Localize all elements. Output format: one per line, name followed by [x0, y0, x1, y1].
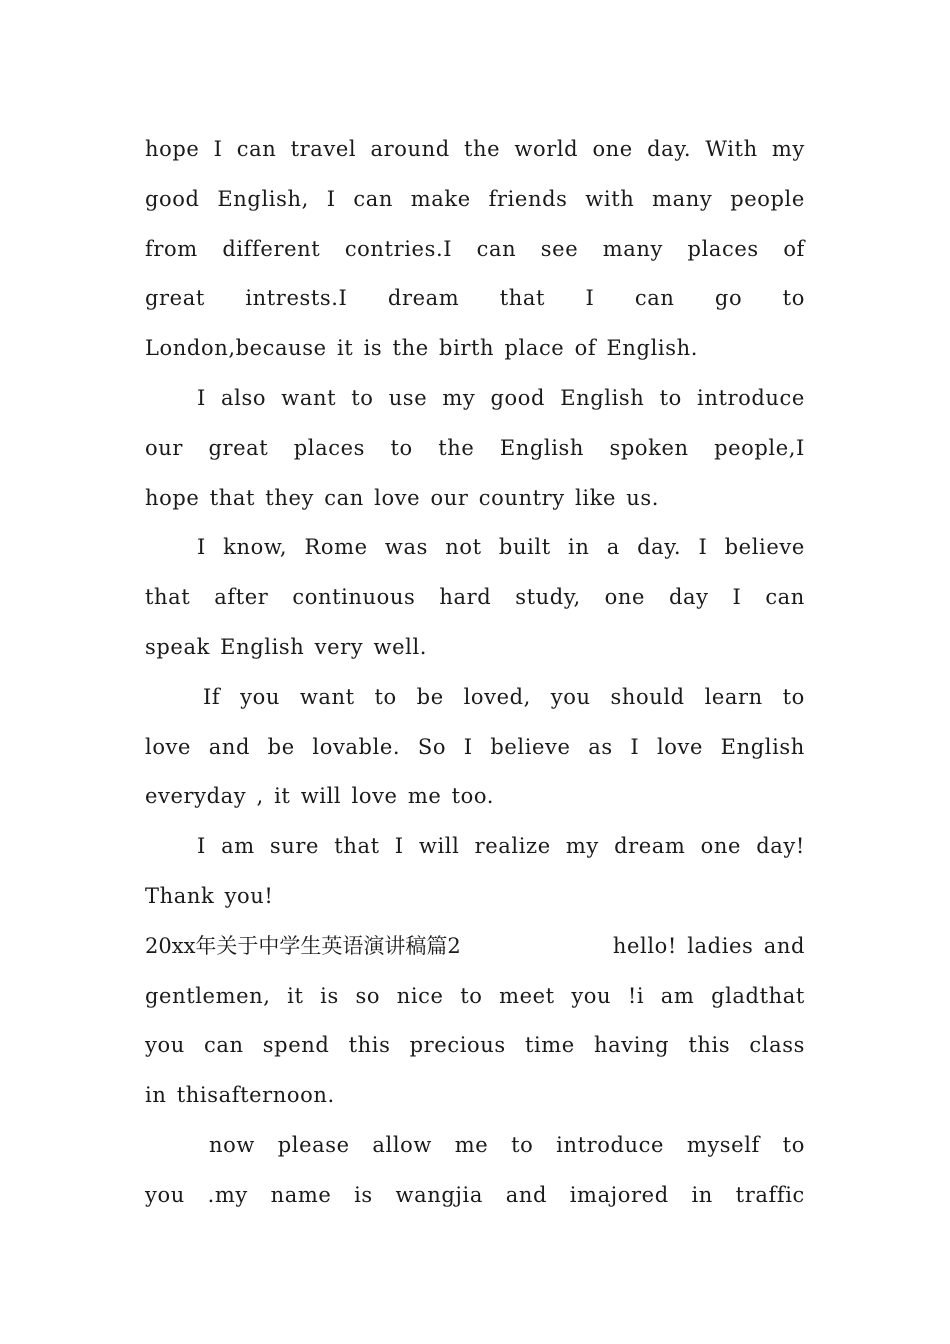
word: that [499, 286, 546, 311]
word: believe [490, 734, 571, 759]
word: name [270, 1182, 332, 1207]
word: contries.I [344, 236, 453, 261]
word: lovable. [312, 734, 401, 759]
word: class [749, 1033, 805, 1058]
word: If [203, 684, 221, 709]
text-line [145, 424, 805, 474]
word: different [222, 236, 321, 261]
text-line: London,because it is the birth place of English. [145, 336, 698, 361]
word: the [463, 137, 501, 161]
word: gladthat [711, 983, 805, 1008]
word: meet [499, 983, 555, 1008]
word: I [213, 137, 223, 161]
word: people [730, 186, 805, 211]
word: is [354, 1182, 373, 1207]
word: be [416, 684, 444, 709]
word: can [236, 137, 277, 161]
word: believe [724, 535, 805, 560]
text-line: Thank you! [145, 883, 274, 908]
word: I [698, 535, 708, 560]
word: that [334, 834, 380, 859]
word: dream [387, 286, 460, 311]
word: many [652, 186, 713, 211]
word: nice [396, 983, 444, 1008]
text-line [145, 723, 805, 773]
text-line [145, 175, 805, 225]
word: know, [223, 535, 288, 560]
word: can [765, 585, 805, 610]
word: I [197, 535, 206, 560]
word: see [540, 236, 579, 261]
word: hard [439, 585, 492, 610]
word: I [463, 734, 473, 759]
word: I [585, 286, 595, 311]
word: in [568, 535, 590, 560]
word: a [606, 535, 620, 560]
text-line [145, 673, 805, 723]
word: want [281, 385, 337, 410]
word: to [782, 286, 805, 311]
word: can [353, 186, 393, 211]
word: continuous [292, 585, 416, 610]
word: love [656, 734, 703, 759]
word: you [240, 684, 280, 709]
word: dream [614, 834, 686, 859]
word: day. [637, 535, 682, 560]
word: wangjia [395, 1182, 483, 1207]
word: .my [207, 1182, 248, 1207]
word: not [445, 535, 482, 560]
word: English [560, 385, 645, 410]
word: my [565, 834, 599, 859]
word: !i [627, 983, 645, 1008]
section-heading: 20xx年关于中学生英语演讲稿篇2 [145, 933, 461, 958]
word: loved, [463, 684, 531, 709]
word: traffic [735, 1182, 805, 1207]
word: love [145, 734, 192, 759]
word: to [511, 1132, 534, 1157]
word: want [299, 684, 355, 709]
word: introduce [556, 1132, 665, 1157]
text-segment: hello! ladies and [612, 933, 805, 958]
word: many [602, 236, 663, 261]
text-line [145, 1121, 805, 1171]
word: I [197, 834, 206, 859]
word: am [221, 834, 255, 859]
word: spend [262, 1033, 330, 1058]
word: great [208, 435, 269, 460]
word: to [659, 385, 682, 410]
word: precious [409, 1033, 506, 1058]
document-body [145, 125, 805, 1221]
text-line: hope that they can love our country like us. [145, 485, 660, 510]
word: one [592, 137, 633, 161]
word: from [145, 236, 198, 261]
word: you [571, 983, 612, 1008]
word: can [634, 286, 675, 311]
word: and [505, 1182, 547, 1207]
text-line [145, 822, 805, 872]
word: sure [269, 834, 320, 859]
word: it [287, 983, 304, 1008]
text-line [145, 274, 805, 324]
word: make [410, 186, 471, 211]
text-line [145, 225, 805, 275]
word: can [204, 1033, 244, 1058]
word: hope [145, 137, 200, 161]
word: study, [515, 585, 581, 610]
word: realize [474, 834, 551, 859]
word: you [550, 684, 591, 709]
word: also [221, 385, 267, 410]
word: learn [704, 684, 763, 709]
word: good [145, 186, 200, 211]
word: my [771, 137, 805, 161]
word: go [714, 286, 743, 311]
word: I [630, 734, 640, 759]
word: around [370, 137, 450, 161]
word: world [514, 137, 579, 161]
text-line [145, 1021, 805, 1071]
word: and [208, 734, 251, 759]
word: having [594, 1033, 670, 1058]
text-line [145, 523, 805, 573]
word: So [417, 734, 447, 759]
word: of [783, 236, 805, 261]
word: English, [217, 186, 309, 211]
word: be [267, 734, 295, 759]
word: one [604, 585, 646, 610]
section-heading-line [145, 922, 805, 972]
text-line: in thisafternoon. [145, 1083, 335, 1108]
word: in [691, 1182, 713, 1207]
word: travel [290, 137, 357, 161]
word: day [668, 585, 709, 610]
text-line: speak English very well. [145, 634, 428, 659]
word: so [355, 983, 381, 1008]
word: to [782, 684, 805, 709]
word: to [351, 385, 374, 410]
word: allow [372, 1132, 432, 1157]
word: introduce [697, 385, 805, 410]
word: after [214, 585, 269, 610]
text-line: everyday , it will love me too. [145, 784, 495, 809]
text-line [145, 125, 805, 175]
text-line [145, 573, 805, 623]
word: was [384, 535, 428, 560]
word: spoken [609, 435, 689, 460]
word: should [610, 684, 685, 709]
text-line [145, 1171, 805, 1221]
word: places [687, 236, 759, 261]
word: time [524, 1033, 575, 1058]
word: I [394, 834, 404, 859]
word: is [320, 983, 339, 1008]
word: am [660, 983, 695, 1008]
word: gentlemen, [145, 983, 271, 1008]
word: now [209, 1132, 255, 1157]
word: day. [647, 137, 692, 161]
word: Rome [304, 535, 368, 560]
word: good [490, 385, 546, 410]
word: I [326, 186, 336, 211]
word: I [197, 385, 206, 410]
word: that [145, 585, 191, 610]
word: you [145, 1182, 185, 1207]
word: built [498, 535, 551, 560]
word: my [442, 385, 476, 410]
word: this [348, 1033, 391, 1058]
word: our [145, 435, 184, 460]
word: to [374, 684, 397, 709]
word: to [390, 435, 413, 460]
text-line [145, 972, 805, 1022]
word: English [720, 734, 805, 759]
word: with [585, 186, 635, 211]
word: imajored [569, 1182, 669, 1207]
word: to [782, 1132, 805, 1157]
word: can [476, 236, 517, 261]
word: day! [756, 834, 805, 859]
word: great [145, 286, 205, 311]
word: to [460, 983, 483, 1008]
word: you [145, 1033, 185, 1058]
word: this [688, 1033, 731, 1058]
word: use [388, 385, 428, 410]
word: will [418, 834, 460, 859]
word: With [705, 137, 758, 161]
word: one [700, 834, 742, 859]
text-line [145, 374, 805, 424]
word: as [588, 734, 613, 759]
word: I [732, 585, 742, 610]
word: me [454, 1132, 489, 1157]
word: myself [686, 1132, 760, 1157]
word: intrests.I [245, 286, 348, 311]
word: places [293, 435, 366, 460]
word: the [438, 435, 475, 460]
word: people,I [714, 435, 805, 460]
word: please [277, 1132, 350, 1157]
word: English [499, 435, 585, 460]
word: friends [488, 186, 568, 211]
